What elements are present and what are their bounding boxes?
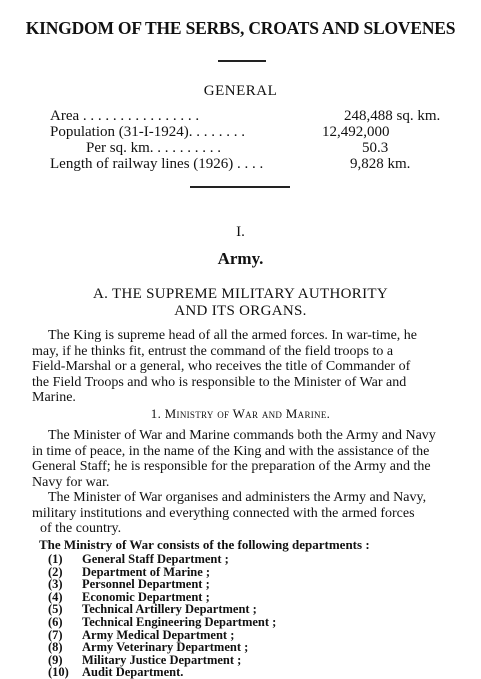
list-text: Technical Artillery Department ; (82, 602, 257, 617)
stat-value: 50.3 (362, 140, 389, 156)
stat-label: Length of railway lines (1926) . . . . (50, 156, 264, 172)
country-title: KINGDOM OF THE SERBS, CROATS AND SLOVENES (25, 18, 456, 38)
list-number: (3) (48, 577, 63, 592)
text-line: in time of peace, in the name of the King and with the assistance of the (32, 443, 430, 459)
intro-paragraph (32, 328, 470, 406)
section-heading-line-1: A. THE SUPREME MILITARY AUTHORITY (93, 286, 388, 302)
stat-value: 12,492,000 (322, 124, 390, 140)
text-line: The Minister of War organises and administers the Army and Navy, (48, 490, 427, 505)
list-text: Department of Marine ; (82, 564, 211, 579)
list-text: Technical Engineering Department ; (82, 614, 277, 629)
text-line: Navy for war. (32, 474, 110, 490)
list-number: (6) (48, 614, 63, 629)
list-number: (1) (48, 552, 63, 566)
divider (190, 186, 290, 188)
text-line: military institutions and everything connected with the armed forces (32, 505, 415, 521)
divider (218, 60, 266, 62)
list-text: Military Justice Department ; (82, 652, 242, 667)
list-item (48, 666, 276, 679)
departments-list (48, 553, 276, 679)
list-text: Army Veterinary Department ; (82, 640, 249, 655)
list-text: Audit Department. (82, 665, 184, 679)
part-number: I. (236, 224, 245, 240)
list-number: (5) (48, 602, 63, 617)
section-heading-line-2: AND ITS ORGANS. (174, 303, 307, 319)
text-line: The Minister of War and Marine commands both the Army and Navy (48, 428, 436, 443)
ministry-paragraph-2 (32, 490, 470, 537)
text-line: Field-Marshal or a general, who receives the title of Commander of (32, 359, 411, 374)
text-line: Marine. (32, 390, 76, 405)
stat-label: Area . . . . . . . . . . . . . . . . (50, 108, 200, 124)
list-number: (10) (48, 665, 69, 679)
text-line: of the country. (40, 521, 122, 536)
stat-label: Population (31-I-1924). . . . . . . . (50, 124, 245, 140)
list-text: General Staff Department ; (82, 552, 229, 566)
general-heading: GENERAL (203, 83, 278, 99)
list-number: (7) (48, 627, 63, 642)
list-text: Army Medical Department ; (82, 627, 235, 642)
part-title: Army. (217, 249, 264, 268)
list-number: (4) (48, 589, 63, 604)
text-line: The King is supreme head of all the armed forces. In war-time, he (48, 328, 418, 343)
list-number: (2) (48, 564, 63, 579)
subsection-heading: 1. Ministry of War and Marine. (150, 406, 331, 421)
stat-value: 248,488 sq. km. (344, 108, 441, 124)
list-number: (9) (48, 652, 63, 667)
stat-label: Per sq. km. . . . . . . . . . (86, 140, 221, 156)
text-line: may, if he thinks fit, entrust the command of the field troops to a (32, 343, 394, 359)
stat-value: 9,828 km. (350, 156, 411, 172)
stat-row-railway (50, 156, 450, 174)
departments-lead: The Ministry of War consists of the following departments : (39, 537, 370, 552)
text-line: the Field Troops and who is responsible to the Minister of War and (32, 374, 407, 390)
text-line: General Staff; he is responsible for the preparation of the Army and the (32, 459, 431, 474)
list-text: Economic Department ; (82, 589, 210, 604)
ministry-paragraph-1 (32, 428, 470, 490)
list-text: Personnel Department ; (82, 577, 210, 592)
list-number: (8) (48, 640, 63, 655)
